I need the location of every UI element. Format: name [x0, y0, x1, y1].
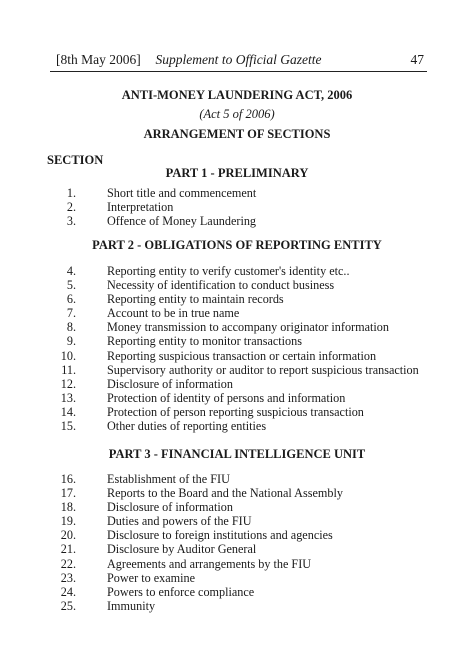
toc-entry	[0, 585, 474, 599]
section-title: Agreements and arrangements by the FIU	[107, 556, 312, 571]
section-title: Supervisory authority or auditor to report suspicious transaction	[107, 362, 419, 377]
section-number: 9.	[66, 334, 76, 349]
toc-entry	[0, 486, 474, 500]
section-number: 6.	[66, 292, 76, 307]
section-title: Other duties of reporting entities	[107, 419, 267, 434]
part-2-section-list	[0, 264, 474, 433]
section-number: 5.	[66, 278, 76, 293]
section-number: 14.	[60, 404, 76, 419]
section-title: Reporting entity to maintain records	[107, 292, 284, 307]
section-number: 15.	[60, 419, 76, 434]
section-number: 18.	[60, 500, 76, 515]
section-title: Money transmission to accompany originator information	[107, 320, 389, 335]
section-title: Protection of person reporting suspicious transaction	[107, 404, 364, 419]
toc-entry	[0, 264, 474, 278]
header-rule	[50, 71, 427, 72]
toc-entry	[0, 349, 474, 363]
section-title: Protection of identity of persons and information	[107, 390, 346, 405]
section-number: 13.	[60, 390, 76, 405]
toc-entry	[0, 557, 474, 571]
section-number: 17.	[60, 486, 76, 501]
toc-entry	[0, 363, 474, 377]
section-title: Power to examine	[107, 570, 195, 585]
arrangement-heading: ARRANGEMENT OF SECTIONS	[143, 127, 331, 141]
toc-entry	[0, 334, 474, 348]
section-title: Disclosure to foreign institutions and agencies	[107, 528, 333, 543]
section-title: Reporting entity to verify customer's identity etc..	[107, 264, 350, 278]
toc-entry	[0, 542, 474, 556]
section-title: Disclosure of information	[107, 376, 233, 391]
toc-entry	[0, 391, 474, 405]
section-title: Duties and powers of the FIU	[107, 514, 252, 529]
toc-entry	[0, 419, 474, 433]
section-number: 21.	[60, 542, 76, 557]
toc-entry	[0, 377, 474, 391]
toc-entry	[0, 405, 474, 419]
part-3-heading: PART 3 - FINANCIAL INTELLIGENCE UNIT	[108, 447, 366, 461]
toc-entry	[0, 306, 474, 320]
section-number: 25.	[60, 598, 76, 613]
section-title: Reports to the Board and the National Assembly	[107, 486, 343, 501]
section-title: Interpretation	[107, 200, 174, 215]
toc-entry	[0, 500, 474, 514]
section-number: 12.	[60, 376, 76, 391]
section-title: Reporting entity to monitor transactions	[107, 334, 302, 349]
toc-entry	[0, 186, 474, 200]
section-title: Short title and commencement	[107, 186, 257, 200]
part-1-section-list	[0, 186, 474, 228]
part-3-section-list	[0, 472, 474, 613]
section-title: Establishment of the FIU	[107, 472, 230, 486]
section-column-label: SECTION	[47, 153, 104, 167]
act-number: (Act 5 of 2006)	[199, 107, 275, 121]
header-date: [8th May 2006]	[56, 52, 141, 67]
toc-entry	[0, 320, 474, 334]
toc-entry	[0, 214, 474, 228]
header-publication: Supplement to Official Gazette	[155, 52, 322, 67]
toc-entry	[0, 278, 474, 292]
section-number: 24.	[60, 584, 76, 599]
section-number: 10.	[60, 348, 76, 363]
toc-entry	[0, 571, 474, 585]
section-number: 19.	[60, 514, 76, 529]
act-title: ANTI-MONEY LAUNDERING ACT, 2006	[121, 88, 353, 102]
section-number: 23.	[60, 570, 76, 585]
section-title: Necessity of identification to conduct business	[107, 278, 335, 293]
section-title: Reporting suspicious transaction or certain information	[107, 348, 377, 363]
section-number: 4.	[66, 264, 76, 278]
section-number: 16.	[60, 472, 76, 486]
section-title: Powers to enforce compliance	[107, 584, 255, 599]
section-title: Disclosure by Auditor General	[107, 542, 257, 557]
section-title: Disclosure of information	[107, 500, 233, 515]
section-number: 11.	[61, 362, 76, 377]
section-number: 2.	[66, 200, 76, 215]
toc-entry	[0, 528, 474, 542]
running-header	[50, 52, 427, 68]
section-number: 1.	[66, 186, 76, 200]
part-2-heading: PART 2 - OBLIGATIONS OF REPORTING ENTITY	[92, 238, 382, 252]
toc-entry	[0, 472, 474, 486]
toc-entry	[0, 200, 474, 214]
section-number: 20.	[60, 528, 76, 543]
toc-entry	[0, 292, 474, 306]
toc-entry	[0, 599, 474, 613]
section-number: 7.	[66, 306, 76, 321]
section-number: 3.	[66, 214, 76, 229]
part-1-heading: PART 1 - PRELIMINARY	[165, 166, 309, 180]
toc-entry	[0, 514, 474, 528]
section-number: 22.	[60, 556, 76, 571]
section-title: Immunity	[107, 598, 156, 613]
section-title: Account to be in true name	[107, 306, 240, 321]
section-number: 8.	[66, 320, 76, 335]
header-page-number: 47	[410, 52, 424, 67]
section-title: Offence of Money Laundering	[107, 214, 257, 229]
